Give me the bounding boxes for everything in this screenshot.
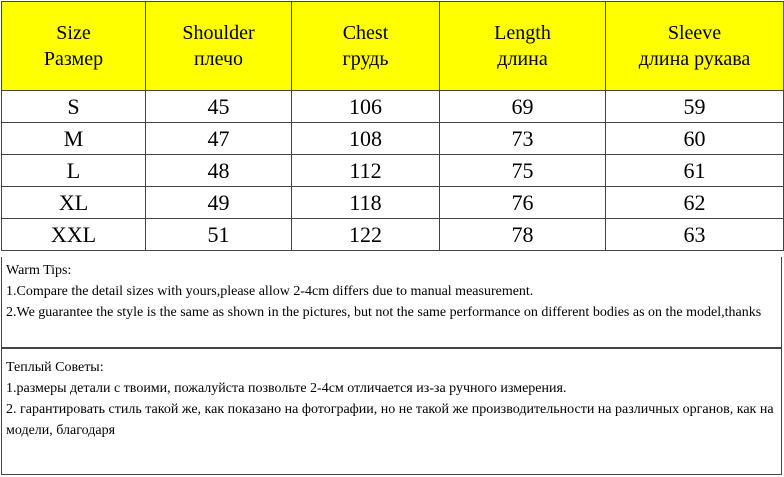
shoulder-cell: 48 — [146, 155, 292, 187]
length-cell: 78 — [440, 219, 606, 251]
header-sleeve-en: Sleeve — [667, 22, 722, 44]
header-chest-ru: грудь — [342, 48, 389, 70]
table-row — [2, 155, 784, 187]
length-cell: 76 — [440, 187, 606, 219]
warm-tips-ru — [1, 348, 782, 475]
header-chest — [292, 2, 440, 91]
table-row — [2, 187, 784, 219]
shoulder-cell: 49 — [146, 187, 292, 219]
chest-cell: 118 — [292, 187, 440, 219]
sleeve-cell: 60 — [606, 123, 784, 155]
chest-cell: 108 — [292, 123, 440, 155]
length-cell: 75 — [440, 155, 606, 187]
size-cell: L — [2, 155, 146, 187]
length-cell: 69 — [440, 91, 606, 123]
header-shoulder-en: Shoulder — [182, 22, 255, 44]
header-size-en: Size — [56, 22, 91, 44]
header-length-en: Length — [494, 22, 551, 44]
chest-cell: 122 — [292, 219, 440, 251]
warm-tips-title: Warm Tips: — [6, 263, 72, 278]
size-cell: M — [2, 123, 146, 155]
warm-tips-ru-line-2: 2. гарантировать стиль такой же, как показано на фотографии, но не такой же производительности на различных органов, как на модели, благодаря — [6, 402, 774, 438]
table-row — [2, 219, 784, 251]
sleeve-cell: 62 — [606, 187, 784, 219]
size-cell: XXL — [2, 219, 146, 251]
header-shoulder — [146, 2, 292, 91]
sleeve-cell: 59 — [606, 91, 784, 123]
size-cell: XL — [2, 187, 146, 219]
header-size — [2, 2, 146, 91]
header-row — [2, 2, 784, 91]
sleeve-cell: 61 — [606, 155, 784, 187]
size-cell: S — [2, 91, 146, 123]
warm-tips-ru-title: Теплый Советы: — [6, 360, 104, 375]
header-sleeve-ru: длина рукава — [638, 48, 751, 70]
length-cell: 73 — [440, 123, 606, 155]
table-row — [2, 91, 784, 123]
warm-tips-ru-line-1: 1.размеры детали с твоими, пожалуйста позвольте 2-4см отличается из-за ручного измерения. — [6, 381, 567, 396]
warm-tips-en — [1, 257, 782, 348]
header-size-ru: Размер — [43, 48, 104, 70]
chest-cell: 106 — [292, 91, 440, 123]
header-sleeve — [606, 2, 784, 91]
shoulder-cell: 47 — [146, 123, 292, 155]
table-row — [2, 123, 784, 155]
shoulder-cell: 45 — [146, 91, 292, 123]
header-length — [440, 2, 606, 91]
chest-cell: 112 — [292, 155, 440, 187]
warm-tips-line-2: 2.We guarantee the style is the same as shown in the pictures, but not the same performance on different bodies as on the model,thanks — [6, 305, 762, 320]
header-length-ru: длина — [497, 48, 548, 70]
header-chest-en: Chest — [342, 22, 389, 44]
header-shoulder-ru: плечо — [193, 48, 244, 70]
shoulder-cell: 51 — [146, 219, 292, 251]
sleeve-cell: 63 — [606, 219, 784, 251]
size-table — [1, 1, 784, 251]
warm-tips-line-1: 1.Compare the detail sizes with yours,please allow 2-4cm differs due to manual measurement. — [6, 284, 534, 299]
